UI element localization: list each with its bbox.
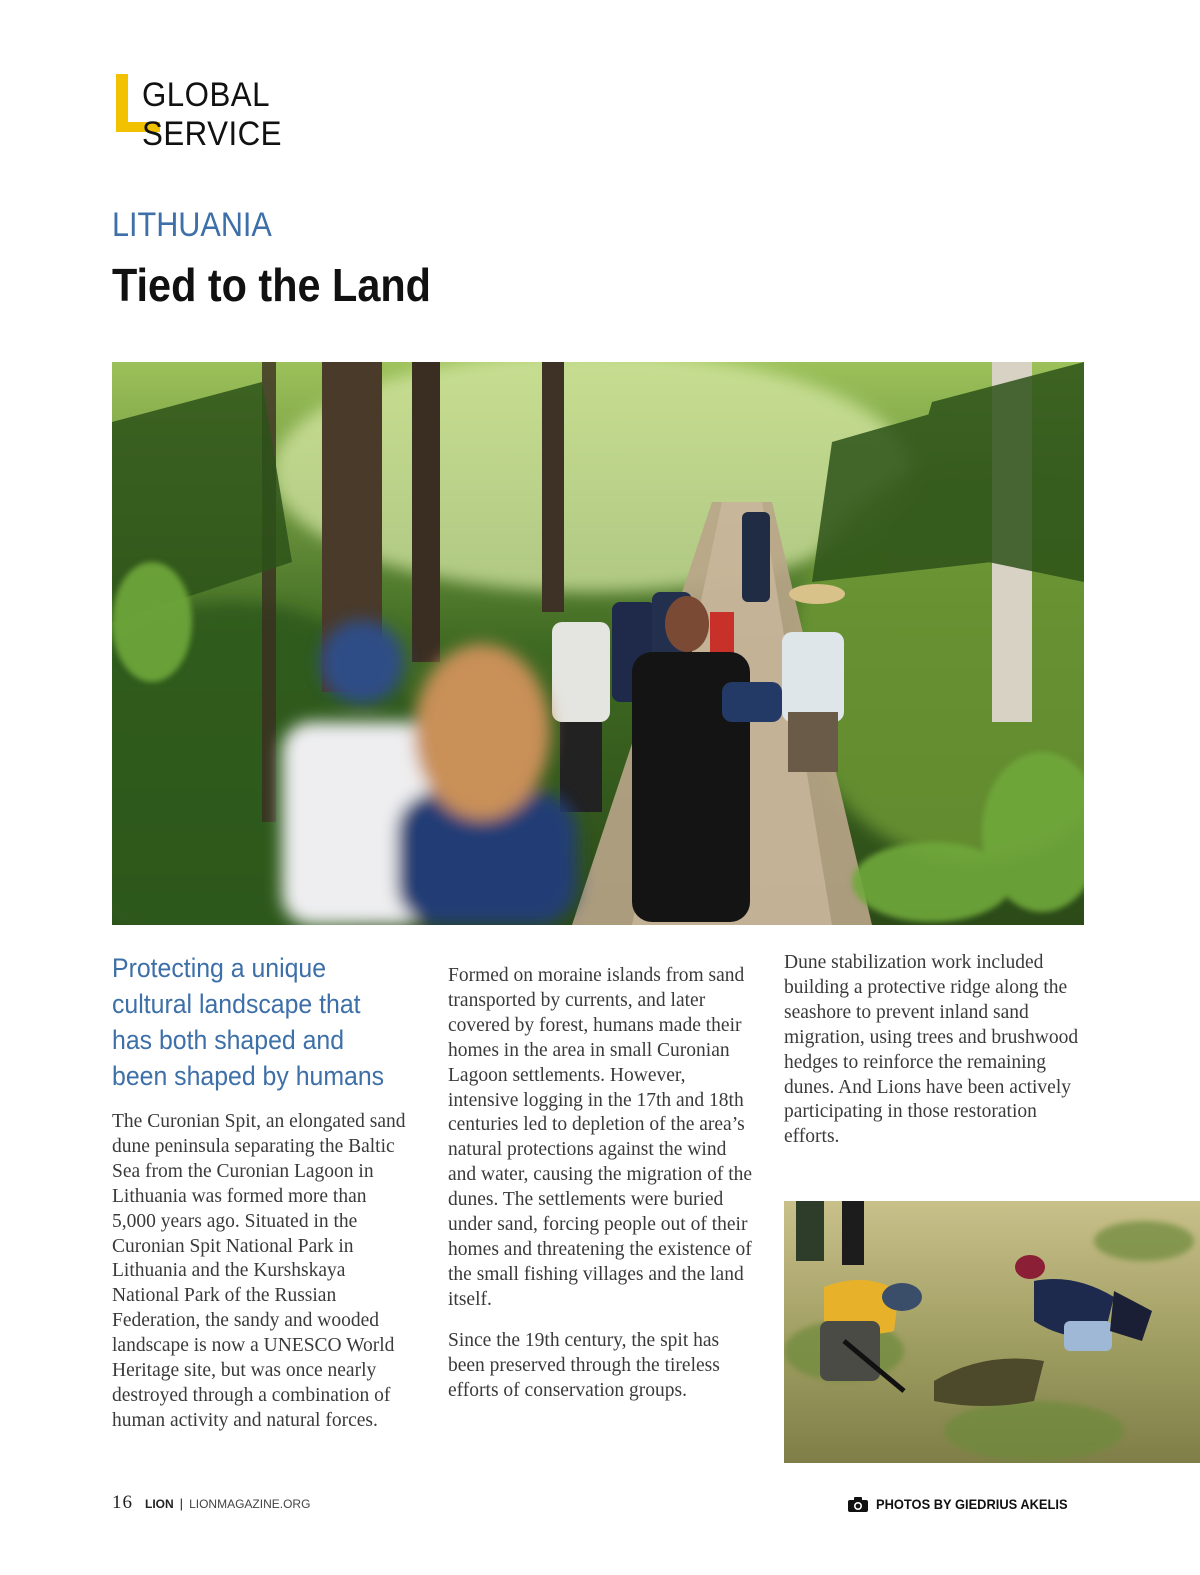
section-tag: [116, 74, 436, 153]
page-footer: [112, 1492, 310, 1514]
body-paragraph: Dune stabilization work included building a protective ridge along the seashore to prevent inland sand migration, using trees and brushwood hedges to reinforce the remaining dunes. And Lions have been actively participating in those restoration efforts.: [784, 952, 1079, 1148]
photo-credit: [848, 1496, 1084, 1512]
article-kicker: LITHUANIA: [112, 206, 272, 244]
text-column-2: [448, 964, 754, 1403]
camera-icon: [848, 1497, 868, 1512]
page-number: 16: [112, 1492, 133, 1513]
text-column-3: [784, 951, 1080, 1150]
footer-separator: |: [179, 1496, 184, 1511]
text-column-1: [112, 1110, 412, 1434]
inset-photo-illustration: [784, 1201, 1200, 1463]
article-deck: Protecting a unique cultural landscape that has both shaped and been shaped by humans: [112, 953, 385, 1091]
section-title: GLOBAL SERVICE: [142, 76, 282, 153]
body-paragraph: Formed on moraine islands from sand transported by currents, and later covered by forest, humans made their homes in the area in small Curonian Lagoon settlements. However, intensive logging in the 17th and 18th centuries led to depletion of the area’s natural protections against the wind and water, causing the migration of the dunes. The settlements were buried under sand, forcing people out of their homes and threatening the existence of the small fishing villages and the land itself.: [448, 965, 753, 1310]
body-paragraph: The Curonian Spit, an elongated sand dune peninsula separating the Baltic Sea from the Curonian Lagoon in Lithuania was formed more than 5,000 years ago. Situated in the Curonian Spit National Park in Lithuania and the Kurshskaya National Park of the Russian Federation, the sandy and wooded landscape is now a UNESCO World Heritage site, but was once nearly destroyed through a combination of human activity and natural forces.: [112, 1111, 406, 1431]
hero-photo: [112, 362, 1084, 925]
magazine-website: LIONMAGAZINE.ORG: [189, 1497, 311, 1511]
body-paragraph: Since the 19th century, the spit has been preserved through the tireless efforts of conservation groups.: [448, 1329, 720, 1401]
inset-photo: [784, 1201, 1200, 1463]
article-title: Tied to the Land: [112, 259, 431, 311]
photo-credit-text: PHOTOS BY GIEDRIUS AKELIS: [875, 1496, 1068, 1512]
hero-photo-illustration: [112, 362, 1084, 925]
magazine-name: LION: [145, 1497, 174, 1511]
